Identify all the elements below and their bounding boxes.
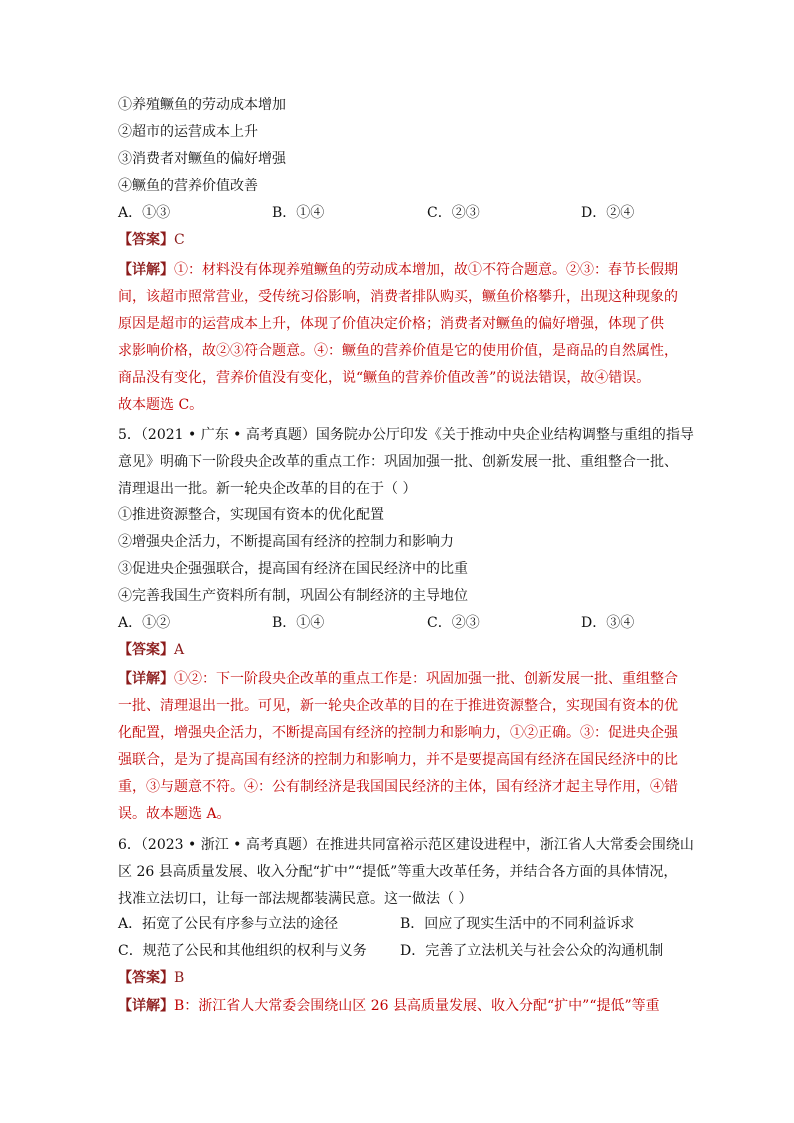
q6-stem-line-2: 区 26 县高质量发展、收入分配“扩中”“提低”等重大改革任务，并结合各方面的具体情况， [118,864,678,880]
q4-item-2: ②超市的运营成本上升 [118,124,258,140]
q4-option-d: D．②④ [581,205,635,221]
q6-stem-line-1: 6．（2023 • 浙江 • 高考真题）在推进共同富裕示范区建设进程中，浙江省人大常委会围绕山 [118,837,694,853]
q5-stem-line-1: 5．（2021 • 广东 • 高考真题）国务院办公厅印发《关于推动中央企业结构调整与重组的指导 [118,427,694,443]
q5-item-4: ④完善我国生产资料所有制，巩固公有制经济的主导地位 [118,588,468,604]
q6-stem-line-3: 找准立法切口，让每一部法规都装满民意。这一做法（ ） [118,891,473,907]
q5-option-d: D．③④ [581,615,635,631]
analysis-tag: 【详解】 [118,671,174,687]
q5-option-c: C．②③ [427,615,480,631]
q5-stem-line-3: 清理退出一批。新一轮央企改革的目的在于（ ） [118,481,417,497]
q4-analysis-line-1: 【详解】①：材料没有体现养殖鳜鱼的劳动成本增加，故①不符合题意。②③：春节长假期 [118,262,678,278]
q6-option-d: D．完善了立法机关与社会公众的沟通机制 [400,943,664,959]
q6-answer [118,968,184,988]
q5-item-1: ①推进资源整合，实现国有资本的优化配置 [118,507,384,523]
q5-option-b: B．①④ [272,615,325,631]
q4-analysis-line-5: 商品没有变化，营养价值没有变化，说“鳜鱼的营养价值改善”的说法错误，故④错误。 [118,370,651,386]
answer-value: B [174,970,185,986]
q4-option-a: A．①③ [118,205,171,221]
q5-analysis-line-1: 【详解】①②：下一阶段央企改革的重点工作是：巩固加强一批、创新发展一批、重组整合 [118,671,678,687]
q4-analysis-line-3: 原因是超市的运营成本上升，体现了价值决定价格；消费者对鳜鱼的偏好增强，体现了供 [118,316,664,332]
q5-analysis-line-3: 化配置，增强央企活力，不断提高国有经济的控制力和影响力，①②正确。③：促进央企强 [118,725,678,741]
q5-analysis-line-4: 强联合，是为了提高国有经济的控制力和影响力，并不是要提高国有经济在国民经济中的比 [118,752,678,768]
answer-tag: 【答案】 [118,232,174,248]
q4-answer [118,230,185,250]
q6-option-a: A．拓宽了公民有序参与立法的途径 [118,916,339,932]
analysis-tag: 【详解】 [118,998,174,1014]
q5-answer [118,640,184,660]
q4-item-3: ③消费者对鳜鱼的偏好增强 [118,151,286,167]
q5-stem-line-2: 意见》明确下一阶段央企改革的重点工作：巩固加强一批、创新发展一批、重组整合一批、 [118,454,678,470]
q4-analysis-line-6: 故本题选 C。 [118,397,204,413]
answer-value: A [174,642,185,658]
q4-item-1: ①养殖鳜鱼的劳动成本增加 [118,97,286,113]
answer-value: C [174,232,185,248]
q5-analysis-line-5: 重，③与题意不符。④：公有制经济是我国国民经济的主体，国有经济才起主导作用，④错 [118,779,678,795]
q4-item-4: ④鳜鱼的营养价值改善 [118,178,258,194]
q5-analysis-line-6: 误。故本题选 A。 [118,806,231,822]
q4-option-b: B．①④ [272,205,325,221]
q6-option-c: C．规范了公民和其他组织的权利与义务 [118,943,367,959]
q5-item-3: ③促进央企强强联合，提高国有经济在国民经济中的比重 [118,561,468,577]
answer-tag: 【答案】 [118,642,174,658]
analysis-tag: 【详解】 [118,262,174,278]
q4-option-c: C．②③ [427,205,480,221]
q5-analysis-line-2: 一批、清理退出一批。可见，新一轮央企改革的目的在于推进资源整合，实现国有资本的优 [118,698,678,714]
q4-analysis-line-4: 求影响价格，故②③符合题意。④：鳜鱼的营养价值是它的使用价值，是商品的自然属性， [118,343,678,359]
q5-item-2: ②增强央企活力，不断提高国有经济的控制力和影响力 [118,534,454,550]
q4-analysis-line-2: 间，该超市照常营业，受传统习俗影响，消费者排队购买，鳜鱼价格攀升，出现这种现象的 [118,289,678,305]
answer-tag: 【答案】 [118,970,174,986]
q6-option-b: B．回应了现实生活中的不同利益诉求 [400,916,635,932]
q5-option-a: A．①② [118,615,171,631]
q6-analysis-line-1: 【详解】B：浙江省人大常委会围绕山区 26 县高质量发展、收入分配“扩中”“提低”等重 [118,998,660,1014]
